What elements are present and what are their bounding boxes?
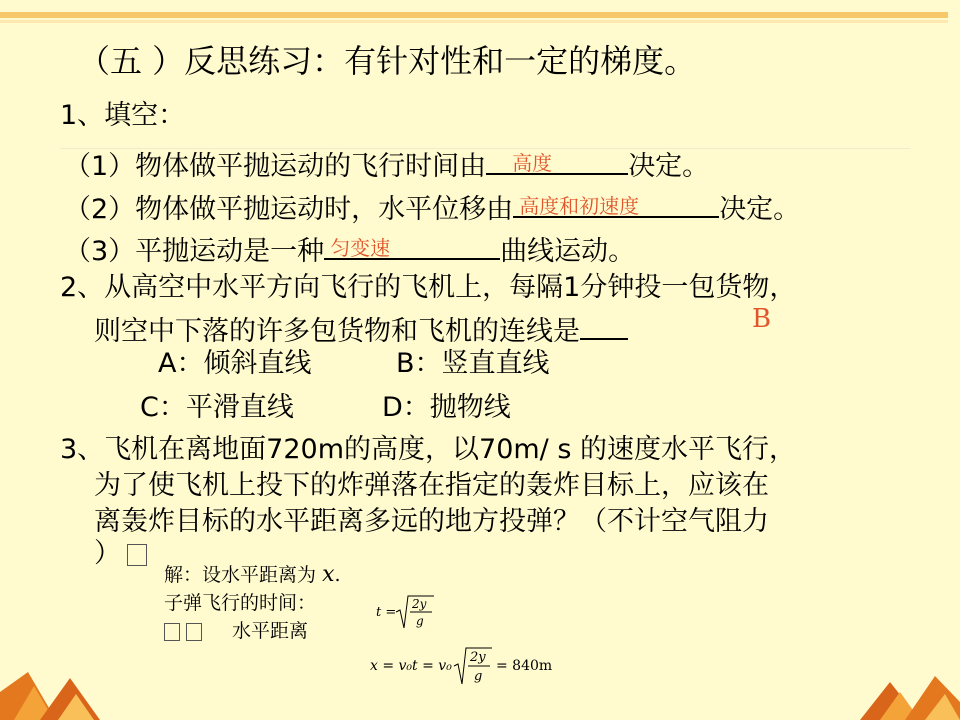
svg-text:2y: 2y (412, 597, 427, 611)
svg-text:g: g (416, 614, 424, 628)
q2-option-b: B：竖直直线 (396, 348, 550, 379)
q1-item-1-blank (486, 145, 628, 175)
solution-var-x: x (322, 562, 335, 587)
q1-item-2-suffix: 决定。 (719, 194, 801, 225)
q1-item-1-suffix: 决定。 (628, 151, 710, 182)
q1-item-3 (64, 230, 635, 268)
q2-blank (580, 310, 628, 340)
q2-option-a: A：倾斜直线 (158, 348, 312, 379)
q1-item-3-prefix: （3）平抛运动是一种 (64, 236, 325, 267)
svg-text:2y: 2y (470, 650, 486, 665)
q2-line-2 (94, 310, 628, 348)
q3-line-4 (94, 538, 153, 570)
q2-line-2-text: 则空中下落的许多包货物和飞机的连线是 (94, 316, 580, 347)
q1-item-2-blank (513, 188, 719, 218)
time-formula (374, 590, 436, 634)
q2-option-d: D：抛物线 (382, 392, 511, 423)
bottom-decoration (0, 672, 960, 720)
q2-line-1: 2、从高空中水平方向飞行的飞机上，每隔1分钟投一包货物， (60, 272, 797, 303)
svg-text:t =: t = (376, 605, 397, 620)
missing-glyph-box (127, 544, 147, 566)
svg-text:x = v₀t = v₀: x = v₀t = v₀ (370, 658, 452, 674)
q1-item-1 (64, 145, 709, 183)
slide-title: （五 ）反思练习：有针对性和一定的梯度。 (78, 42, 697, 80)
solution-line-1 (164, 560, 341, 587)
q3-line-3: 离轰炸目标的水平距离多远的地方投弹？（不计空气阻力 (94, 506, 769, 537)
q1-item-3-blank (324, 230, 500, 260)
q2-answer: B (752, 304, 772, 334)
svg-text:g: g (474, 669, 483, 684)
solution-line-3-text: 水平距离 (232, 620, 309, 642)
q2-option-c: C：平滑直线 (140, 392, 294, 423)
q3-line-4-text: ） (94, 538, 121, 569)
q1-heading: 1、填空： (60, 100, 186, 131)
q1-item-1-prefix: （1）物体做平抛运动的飞行时间由 (64, 151, 487, 182)
q1-item-1-answer: 高度 (512, 151, 553, 175)
top-accent-bar (0, 12, 948, 18)
q3-line-1: 3、飞机在离地面720m的高度，以70m/ s 的速度水平飞行， (60, 434, 796, 465)
top-accent-bar-light (0, 20, 948, 23)
q1-item-2-answer: 高度和初速度 (519, 194, 640, 218)
q1-item-3-answer: 匀变速 (330, 236, 391, 260)
q1-item-3-suffix: 曲线运动。 (500, 236, 636, 267)
solution-line-3 (164, 616, 308, 643)
q1-item-2 (64, 188, 800, 226)
missing-glyph-box (164, 623, 180, 641)
q3-line-2: 为了使飞机上投下的炸弹落在指定的轰炸目标上，应该在 (94, 470, 769, 501)
distance-result: = 840m (496, 658, 553, 674)
q1-item-2-prefix: （2）物体做平抛运动时，水平位移由 (64, 194, 514, 225)
solution-line-1-label: 解：设水平距离为 (164, 564, 317, 586)
missing-glyph-box (186, 623, 202, 641)
solution-line-1-end: . (334, 564, 341, 586)
solution-line-2: 子弹飞行的时间： (164, 592, 317, 614)
